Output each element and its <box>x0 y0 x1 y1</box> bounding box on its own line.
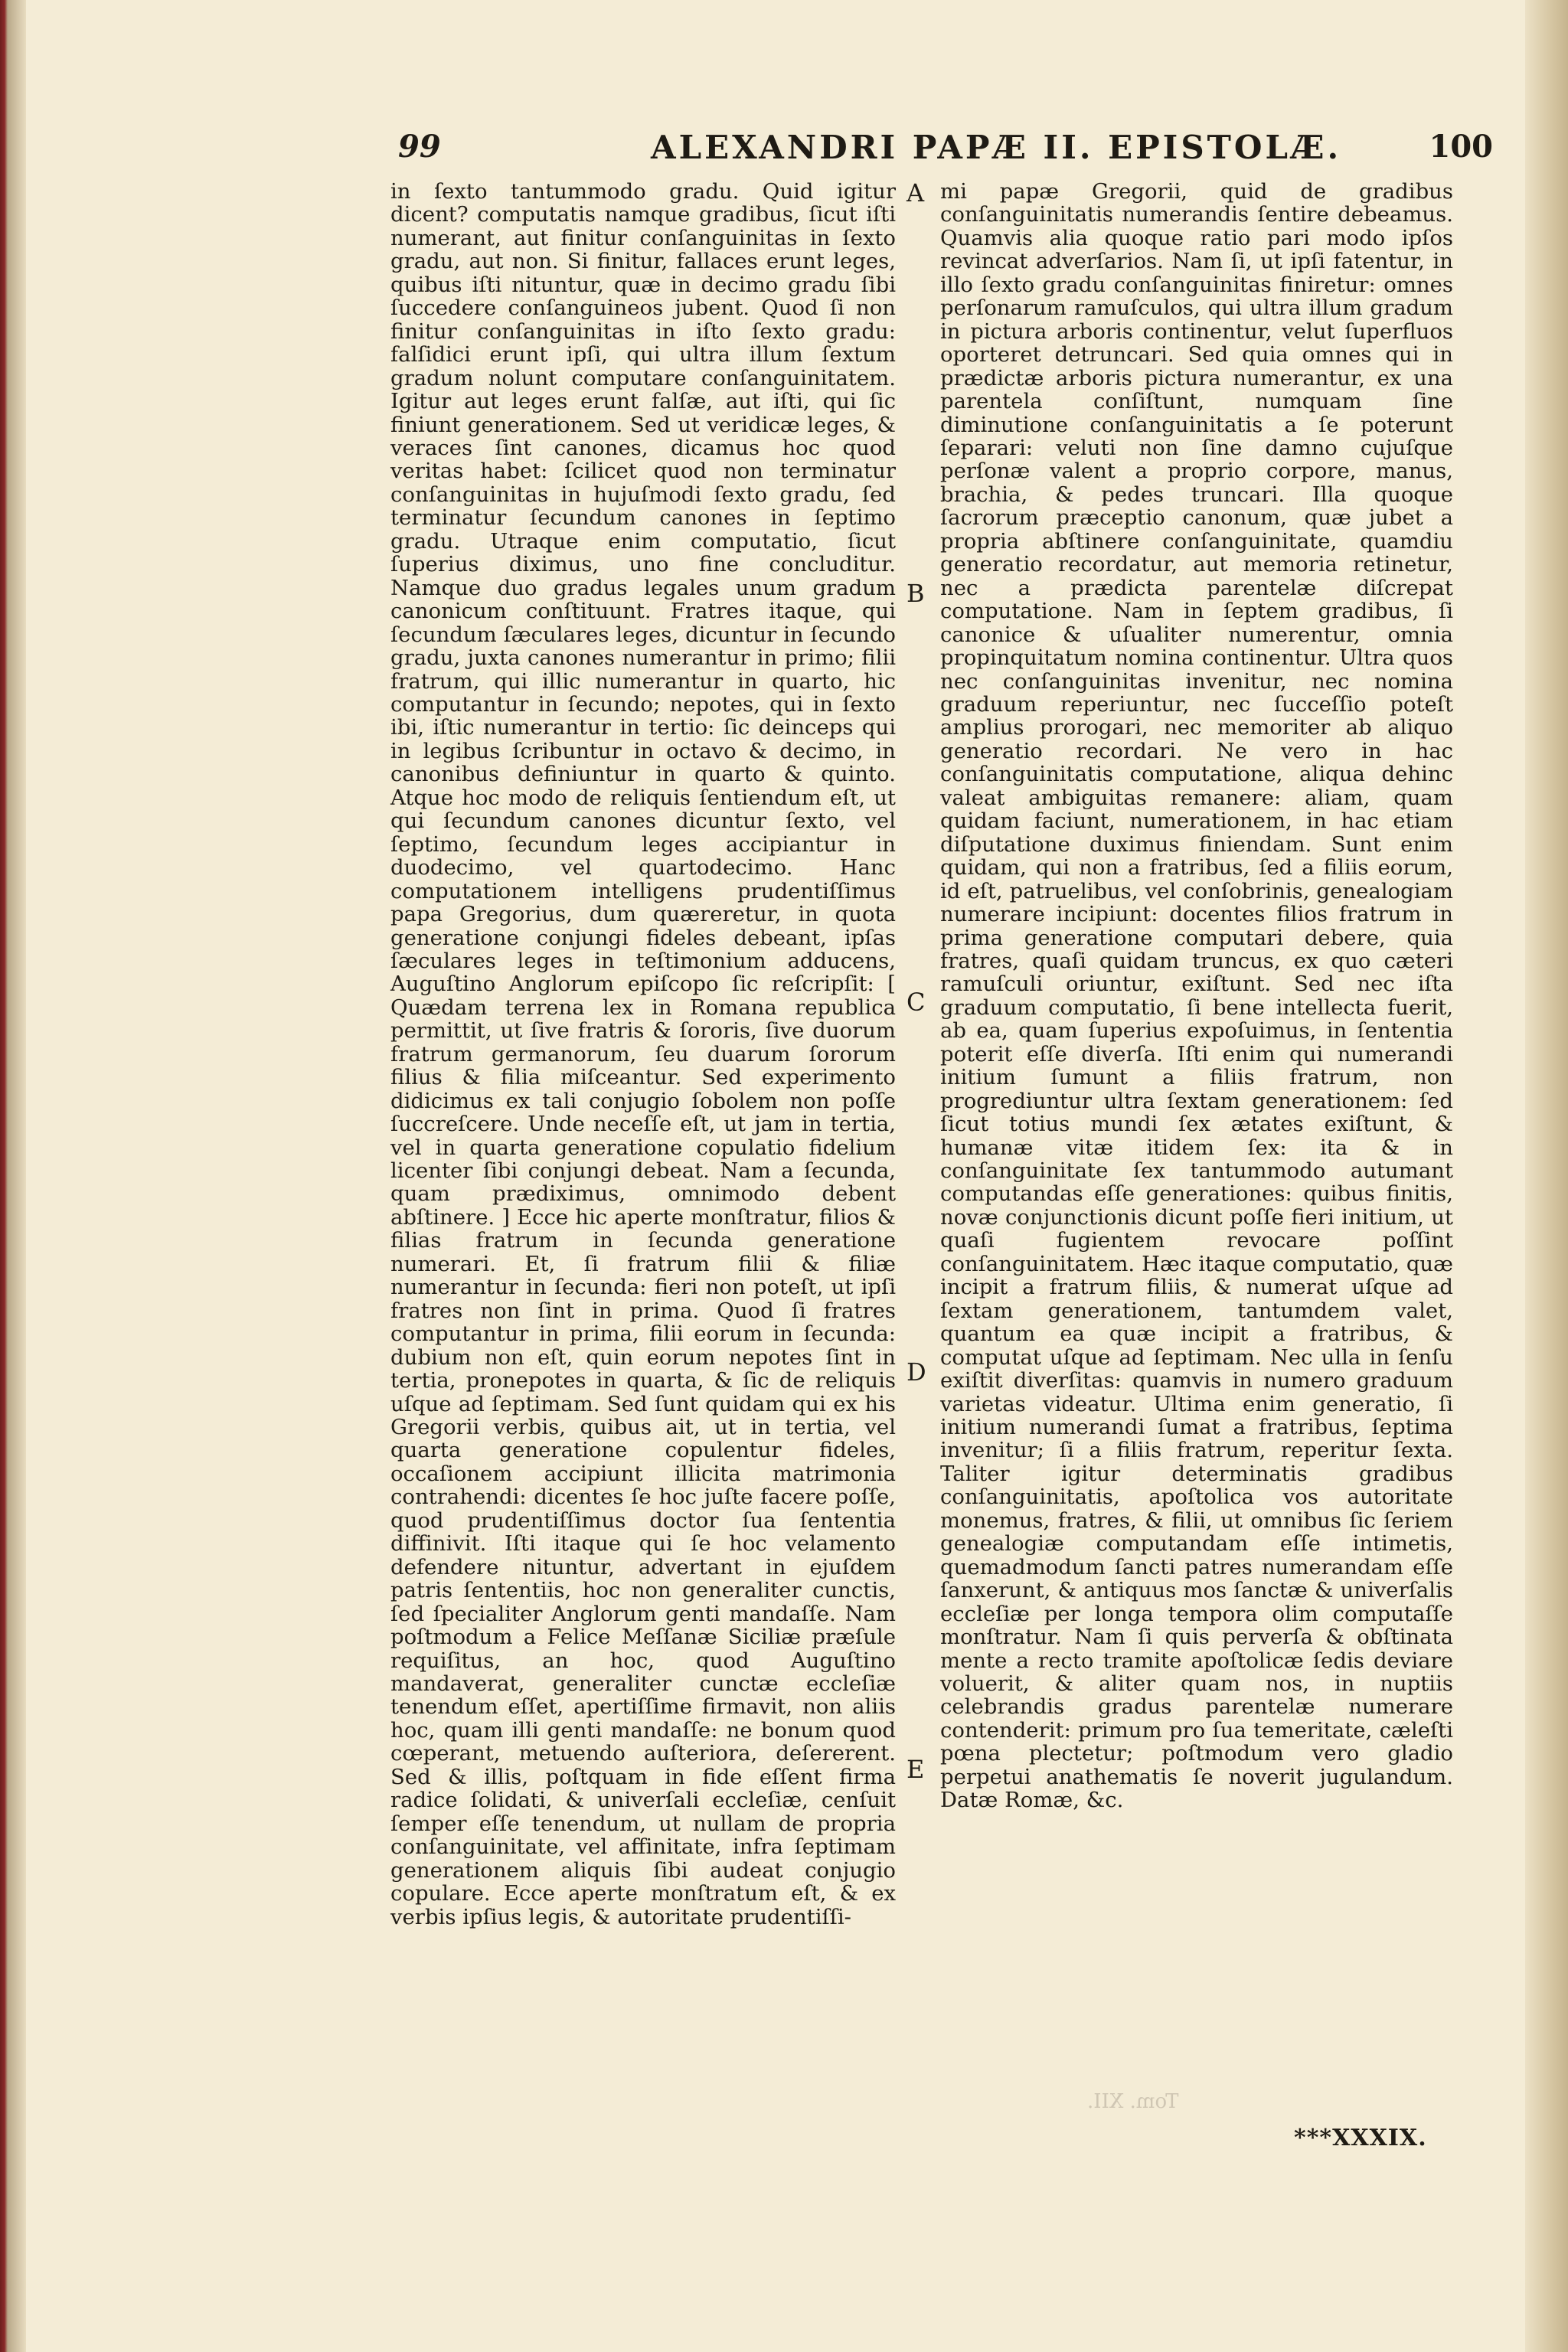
section-marker-c: C <box>906 988 926 1017</box>
page-fore-edge <box>1525 0 1568 2352</box>
bleed-through-text: Tom. XII. <box>1087 2090 1179 2113</box>
section-marker-b: B <box>906 579 925 608</box>
left-column-text: in ſexto tantummodo gradu. Quid igitur dicent? computatis namque gradibus, ſicut iſti numerant, aut finitur conſanguinitas in ſexto gradu, aut non. Si finitur, fallaces erunt leges, quibus iſti nituntur, quæ in decimo gradu ſibi ſuccedere conſanguineos jubent. Quod ſi non finitur conſanguinitas in iſto ſexto gradu: falſidici erunt ipſi, qui ultra illum ſextum gradum nolunt computare conſanguinitatem. Igitur aut leges erunt falſæ, aut iſti, qui ſic finiunt generationem. Sed ut veridicæ leges, & veraces ſint canones, dicamus hoc quod veritas habet: ſcilicet quod non terminatur conſanguinitas in hujuſmodi ſexto gradu, ſed terminatur ſecundum canones in ſeptimo gradu. Utraque enim computatio, ſicut ſuperius diximus, uno fine concluditur. Namque duo gradus legales unum gradum canonicum conſtituunt. Fratres itaque, qui ſecundum ſæculares leges, dicuntur in ſecundo gradu, juxta canones numerantur in primo; filii fratrum, qui illic numerantur in quarto, hic computantur in ſecundo; nepotes, qui in ſexto ibi, iſtic numerantur in tertio: ſic deinceps qui in legibus ſcribuntur in octavo & decimo, in canonibus definiuntur in quarto & quinto. Atque hoc modo de reliquis ſentiendum eſt, ut qui ſecundum canones dicuntur ſexto, vel ſeptimo, ſecundum leges accipiantur in duodecimo, vel quartodecimo. Hanc computationem intelligens prudentiſſimus papa Gregorius, dum quæreretur, in quota generatione conjungi fideles debeant, ipſas ſæculares leges in teſtimonium adducens, Auguſtino Anglorum epiſcopo ſic reſcripſit: [ Quædam terrena lex in Romana republica permittit, ut ſive fratris & ſororis, ſive duorum fratrum germanorum, ſeu duarum ſororum filius & filia miſceantur. Sed experimento didicimus ex tali conjugio ſobolem non poſſe ſuccreſcere. Unde neceſſe eſt, ut jam in tertia, vel in quarta generatione copulatio fidelium licenter ſibi conjungi debeat. Nam a ſecunda, quam prædiximus, omnimodo debent abſtinere. ] Ecce hic aperte monſtratur, filios & filias fratrum in ſecunda generatione numerari. Et, ſi fratrum filii & filiæ numerantur in ſecunda: fieri non poteſt, ut ipſi fratres non ſint in prima. Quod ſi fratres computantur in prima, filii eorum in ſecunda: dubium non eſt, quin eorum nepotes ſint in tertia, pronepotes in quarta, & ſic de reliquis uſque ad ſeptimam. Sed ſunt quidam qui ex his Gregorii verbis, quibus ait, ut in tertia, vel quarta generatione copulentur fideles, occaſionem accipiunt illicita matrimonia contrahendi: dicentes ſe hoc juſte facere poſſe, quod prudentiſſimus doctor ſua ſententia diffinivit. Iſti itaque qui ſe hoc velamento defendere nituntur, advertant in ejuſdem patris ſententiis, hoc non generaliter cunctis, ſed ſpecialiter Anglorum genti mandaſſe. Nam poſtmodum a Felice Meſſanæ Siciliæ præſule requiſitus, an hoc, quod Auguſtino mandaverat, generaliter cunctæ eccleſiæ tenendum eſſet, apertiſſime firmavit, non aliis hoc, quam illi genti mandaſſe: ne bonum quod cœperant, metuendo auſteriora, deſererent. Sed & illis, poſtquam in fide eſſent firma radice ſolidati, & univerſali eccleſiæ, cenſuit ſemper eſſe tenendum, ut nullam de propria conſanguinitate, vel affinitate, infra ſeptimam generationem aliquis ſibi audeat conjugio copulare. Ecce aperte monſtratum eſt, & ex verbis ipſius legis, & autoritate prudentiſſi- <box>390 179 896 1929</box>
catchword: ***XXXIX. <box>1294 2125 1427 2151</box>
right-text-column <box>940 180 1453 1812</box>
left-text-column <box>390 180 896 1929</box>
right-page-number: 100 <box>1429 129 1493 165</box>
section-marker-a: A <box>906 178 925 207</box>
running-title: ALEXANDRI PAPÆ II. EPISTOLÆ. <box>651 129 1342 166</box>
section-marker-d: D <box>906 1357 926 1387</box>
running-header <box>398 129 1493 175</box>
book-binding-edge <box>0 0 26 2352</box>
left-page-number: 99 <box>398 129 441 165</box>
right-column-text: mi papæ Gregorii, quid de gradibus conſanguinitatis numerandis ſentire debeamus. Quamvis alia quoque ratio pari modo ipſos revincat adverſarios. Nam ſi, ut ipſi fatentur, in illo ſexto gradu conſanguinitas finiretur: omnes perſonarum ramuſculos, qui ultra illum gradum in pictura arboris continentur, velut ſuperfluos oporteret detruncari. Sed quia omnes qui in prædictæ arboris pictura numerantur, ex una parentela conſiſtunt, numquam ſine diminutione conſanguinitatis a ſe poterunt ſeparari: veluti non ſine damno cujuſque perſonæ valent a proprio corpore, manus, brachia, & pedes truncari. Illa quoque ſacrorum præceptio canonum, quæ jubet a propria abſtinere conſanguinitate, quamdiu generatio recordatur, aut memoria retinetur, nec a prædicta parentelæ diſcrepat computatione. Nam in ſeptem gradibus, ſi canonice & uſualiter numerentur, omnia propinquitatum nomina continentur. Ultra quos nec conſanguinitas invenitur, nec nomina graduum reperiuntur, nec ſucceſſio poteſt amplius prorogari, nec memoriter ab aliquo generatio recordari. Ne vero in hac conſanguinitatis computatione, aliqua dehinc valeat ambiguitas remanere: aliam, quam quidam faciunt, numerationem, in hac etiam diſputatione duximus finiendam. Sunt enim quidam, qui non a fratribus, ſed a filiis eorum, id eſt, patruelibus, vel conſobrinis, genealogiam numerare incipiunt: docentes filios fratrum in prima generatione computari debere, quia fratres, quaſi quidam truncus, ex quo cæteri ramuſculi oriuntur, exiſtunt. Sed nec iſta graduum computatio, ſi bene intellecta fuerit, ab ea, quam ſuperius expoſuimus, in ſententia poterit eſſe diverſa. Iſti enim qui numerandi initium ſumunt a filiis fratrum, non progrediuntur ultra ſextam generationem: ſed ſicut totius mundi ſex ætates exiſtunt, & humanæ vitæ itidem ſex: ita & in conſanguinitate ſex tantummodo autumant computandas eſſe generationes: quibus finitis, novæ conjunctionis dicunt poſſe fieri initium, ut quaſi fugientem revocare poſſint conſanguinitatem. Hæc itaque computatio, quæ incipit a fratrum filiis, & numerat uſque ad ſextam generationem, tantumdem valet, quantum ea quæ incipit a fratribus, & computat uſque ad ſeptimam. Nec ulla in ſenſu exiſtit diverſitas: quamvis in numero graduum varietas videatur. Ultima enim generatio, ſi initium numerandi ſumat a fratribus, ſeptima invenitur; ſi a filiis fratrum, reperitur ſexta. Taliter igitur determinatis gradibus conſanguinitatis, apoſtolica vos autoritate monemus, fratres, & filii, ut omnibus ſic ſeriem genealogiæ computandam eſſe intimetis, quemadmodum ſancti patres numerandam eſſe ſanxerunt, & antiquus mos ſanctæ & univerſalis eccleſiæ per longa tempora olim computaſſe monſtratur. Nam ſi quis perverſa & obſtinata mente a recto tramite apoſtolicæ ſedis deviare voluerit, & aliter quam nos, in nuptiis celebrandis gradus parentelæ numerare contenderit: primum pro ſua temeritate, cæleſti pœna plectetur; poſtmodum vero gladio perpetui anathematis ſe noverit jugulandum. Datæ Romæ, &c. <box>940 179 1453 1813</box>
section-marker-e: E <box>906 1755 925 1784</box>
